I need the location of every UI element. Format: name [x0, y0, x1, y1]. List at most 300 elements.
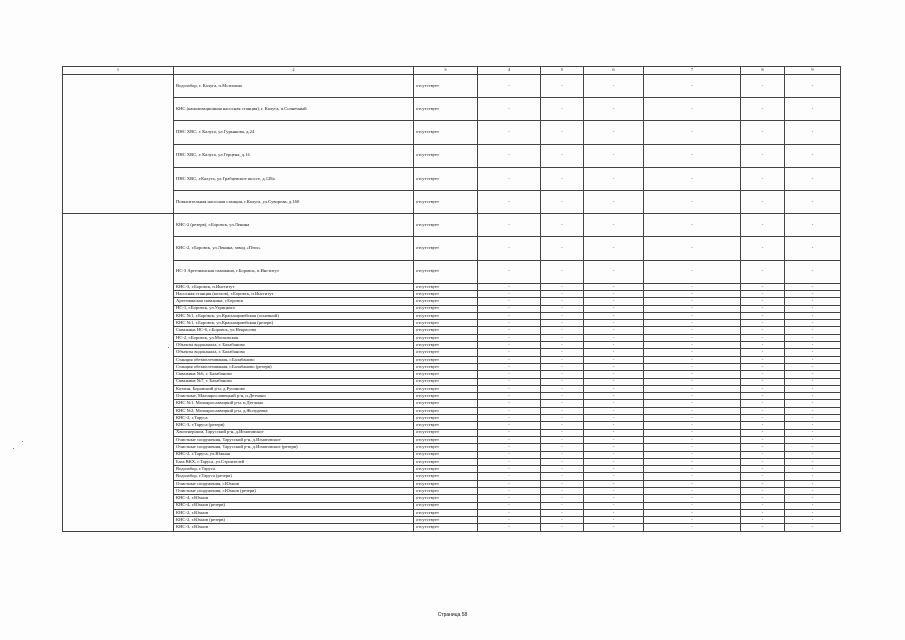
object-name-cell: КНС-2, г.Боровск, ул.Ленина, завод «Птох»: [174, 237, 414, 260]
value-cell: -: [478, 509, 541, 516]
value-cell: -: [785, 356, 841, 363]
column-header: 1: [63, 67, 174, 75]
value-cell: -: [741, 444, 785, 451]
value-cell: -: [478, 488, 541, 495]
value-cell: -: [584, 121, 644, 144]
value-cell: -: [785, 509, 841, 516]
value-cell: -: [584, 400, 644, 407]
status-cell: отсутствует: [414, 517, 478, 524]
value-cell: -: [478, 290, 541, 297]
value-cell: -: [584, 260, 644, 283]
status-cell: отсутствует: [414, 237, 478, 260]
table-body: [63, 75, 841, 532]
table-row: [63, 466, 841, 473]
value-cell: -: [741, 422, 785, 429]
value-cell: -: [644, 363, 741, 370]
table-row: [63, 488, 841, 495]
value-cell: -: [478, 356, 541, 363]
table-row: [63, 356, 841, 363]
table-row: [63, 415, 841, 422]
table-row: [63, 400, 841, 407]
value-cell: -: [478, 466, 541, 473]
table-row: [63, 436, 841, 443]
value-cell: -: [541, 75, 584, 98]
table-row: [63, 495, 841, 502]
value-cell: -: [478, 436, 541, 443]
value-cell: -: [741, 400, 785, 407]
value-cell: -: [478, 167, 541, 190]
table-row: [63, 407, 841, 414]
value-cell: -: [644, 422, 741, 429]
value-cell: -: [584, 327, 644, 334]
value-cell: -: [478, 121, 541, 144]
status-cell: отсутствует: [414, 320, 478, 327]
value-cell: -: [741, 480, 785, 487]
value-cell: -: [478, 444, 541, 451]
value-cell: -: [541, 98, 584, 121]
value-cell: -: [478, 327, 541, 334]
value-cell: -: [541, 436, 584, 443]
value-cell: -: [644, 466, 741, 473]
value-cell: -: [644, 290, 741, 297]
status-cell: отсутствует: [414, 473, 478, 480]
value-cell: -: [741, 121, 785, 144]
value-cell: -: [741, 363, 785, 370]
value-cell: -: [785, 342, 841, 349]
value-cell: -: [785, 385, 841, 392]
status-cell: отсутствует: [414, 334, 478, 341]
object-name-cell: КНС (канализационная насосная станция), г. Калуга, п.Солнечный: [174, 98, 414, 121]
status-cell: отсутствует: [414, 415, 478, 422]
object-name-cell: Хвоэгнершом, Тарусский р-н, д.Игнатовское: [174, 429, 414, 436]
object-name-cell: База ВКХ, г.Таруса, ул.Строителей: [174, 458, 414, 465]
value-cell: -: [478, 393, 541, 400]
status-cell: отсутствует: [414, 283, 478, 290]
column-header: 9: [785, 67, 841, 75]
table-row: [63, 385, 841, 392]
object-name-cell: КНС-4, г.Юхнов: [174, 495, 414, 502]
value-cell: -: [644, 237, 741, 260]
value-cell: -: [785, 524, 841, 531]
object-name-cell: Объекты водоканала, г. Балабаново: [174, 342, 414, 349]
status-cell: отсутствует: [414, 75, 478, 98]
table-row: [63, 429, 841, 436]
value-cell: -: [478, 190, 541, 213]
status-cell: отсутствует: [414, 305, 478, 312]
value-cell: -: [741, 458, 785, 465]
value-cell: -: [541, 480, 584, 487]
object-name-cell: КНС-2 (резерв), г.Боровск, ул.Ленина: [174, 214, 414, 237]
value-cell: -: [741, 290, 785, 297]
value-cell: -: [644, 75, 741, 98]
value-cell: -: [785, 473, 841, 480]
page-number: Страница 58: [437, 612, 468, 618]
status-cell: отсутствует: [414, 488, 478, 495]
value-cell: -: [785, 378, 841, 385]
value-cell: -: [584, 385, 644, 392]
table-row: [63, 283, 841, 290]
value-cell: -: [478, 473, 541, 480]
value-cell: -: [541, 342, 584, 349]
value-cell: -: [584, 495, 644, 502]
value-cell: -: [785, 436, 841, 443]
value-cell: -: [541, 312, 584, 319]
value-cell: -: [644, 334, 741, 341]
value-cell: -: [541, 509, 584, 516]
object-name-cell: Скважина №7, г. Балабаново: [174, 378, 414, 385]
column-header: 5: [541, 67, 584, 75]
table-row: [63, 502, 841, 509]
value-cell: -: [478, 237, 541, 260]
value-cell: -: [541, 502, 584, 509]
value-cell: -: [584, 415, 644, 422]
value-cell: -: [584, 283, 644, 290]
value-cell: -: [584, 214, 644, 237]
value-cell: -: [478, 75, 541, 98]
value-cell: -: [785, 415, 841, 422]
table-row: [63, 260, 841, 283]
value-cell: -: [785, 451, 841, 458]
value-cell: -: [741, 429, 785, 436]
value-cell: -: [541, 363, 584, 370]
status-cell: отсутствует: [414, 371, 478, 378]
table-row: [63, 121, 841, 144]
value-cell: -: [584, 312, 644, 319]
value-cell: -: [741, 451, 785, 458]
value-cell: -: [584, 407, 644, 414]
object-name-cell: КНС-3, г.Юхнов: [174, 524, 414, 531]
value-cell: -: [478, 214, 541, 237]
value-cell: -: [584, 320, 644, 327]
table-row: [63, 393, 841, 400]
scan-speck: [13, 448, 14, 449]
value-cell: -: [584, 422, 644, 429]
value-cell: -: [644, 214, 741, 237]
data-table: [62, 66, 841, 532]
status-cell: отсутствует: [414, 436, 478, 443]
value-cell: -: [644, 144, 741, 167]
value-cell: -: [644, 400, 741, 407]
value-cell: -: [478, 260, 541, 283]
value-cell: -: [785, 466, 841, 473]
value-cell: -: [584, 305, 644, 312]
value-cell: -: [584, 451, 644, 458]
value-cell: -: [644, 488, 741, 495]
value-cell: -: [785, 334, 841, 341]
value-cell: -: [541, 429, 584, 436]
status-cell: отсутствует: [414, 356, 478, 363]
table-row: [63, 237, 841, 260]
value-cell: -: [741, 378, 785, 385]
value-cell: -: [584, 378, 644, 385]
table-row: [63, 342, 841, 349]
group-cell: [63, 214, 174, 532]
value-cell: -: [741, 393, 785, 400]
value-cell: -: [785, 363, 841, 370]
object-name-cell: Скважина №6, г. Балабаново: [174, 371, 414, 378]
value-cell: -: [741, 305, 785, 312]
value-cell: -: [478, 502, 541, 509]
table-row: [63, 480, 841, 487]
object-name-cell: ПНС ХВС, г. Калуга, ул.Герцена, д.14: [174, 144, 414, 167]
value-cell: -: [584, 517, 644, 524]
value-cell: -: [741, 283, 785, 290]
value-cell: -: [785, 305, 841, 312]
value-cell: -: [541, 371, 584, 378]
value-cell: -: [785, 75, 841, 98]
status-cell: отсутствует: [414, 298, 478, 305]
value-cell: -: [541, 407, 584, 414]
column-header: 7: [644, 67, 741, 75]
value-cell: -: [584, 429, 644, 436]
value-cell: -: [644, 378, 741, 385]
status-cell: отсутствует: [414, 121, 478, 144]
value-cell: -: [741, 524, 785, 531]
value-cell: -: [644, 371, 741, 378]
value-cell: -: [541, 488, 584, 495]
table-row: [63, 290, 841, 297]
table-row: [63, 298, 841, 305]
value-cell: -: [741, 436, 785, 443]
status-cell: отсутствует: [414, 260, 478, 283]
table-row: [63, 305, 841, 312]
value-cell: -: [785, 298, 841, 305]
object-name-cell: Станция обезжелезивания, г.Балабаново: [174, 356, 414, 363]
value-cell: -: [741, 495, 785, 502]
status-cell: отсутствует: [414, 509, 478, 516]
value-cell: -: [478, 517, 541, 524]
value-cell: -: [741, 98, 785, 121]
value-cell: -: [785, 290, 841, 297]
status-cell: отсутствует: [414, 393, 478, 400]
object-name-cell: КНС-2, г.Юхнов (резерв): [174, 517, 414, 524]
value-cell: -: [785, 371, 841, 378]
value-cell: -: [478, 407, 541, 414]
value-cell: -: [644, 260, 741, 283]
value-cell: -: [741, 466, 785, 473]
status-cell: отсутствует: [414, 363, 478, 370]
value-cell: -: [478, 415, 541, 422]
value-cell: -: [478, 305, 541, 312]
value-cell: -: [541, 305, 584, 312]
status-cell: отсутствует: [414, 327, 478, 334]
value-cell: -: [584, 473, 644, 480]
value-cell: -: [478, 480, 541, 487]
value-cell: -: [541, 415, 584, 422]
value-cell: -: [741, 190, 785, 213]
table-row: [63, 371, 841, 378]
table-row: [63, 444, 841, 451]
value-cell: -: [584, 371, 644, 378]
value-cell: -: [478, 524, 541, 531]
value-cell: -: [741, 214, 785, 237]
value-cell: -: [644, 415, 741, 422]
object-name-cell: Очистные, Малоярославецкий р-н, п.Детчино: [174, 393, 414, 400]
table-row: [63, 320, 841, 327]
value-cell: -: [541, 466, 584, 473]
value-cell: -: [785, 407, 841, 414]
status-cell: отсутствует: [414, 502, 478, 509]
object-name-cell: Повысительная насосная станция, г.Калуга, ул.Суворова, д.160: [174, 190, 414, 213]
table-row: [63, 458, 841, 465]
table-row: [63, 312, 841, 319]
value-cell: -: [584, 144, 644, 167]
status-cell: отсутствует: [414, 214, 478, 237]
group-cell: [63, 75, 174, 214]
status-cell: отсутствует: [414, 190, 478, 213]
value-cell: -: [644, 524, 741, 531]
value-cell: -: [478, 378, 541, 385]
value-cell: -: [584, 444, 644, 451]
value-cell: -: [741, 312, 785, 319]
table-row: [63, 75, 841, 98]
table-row: [63, 144, 841, 167]
status-cell: отсутствует: [414, 400, 478, 407]
value-cell: -: [741, 517, 785, 524]
object-name-cell: КНС-2, г.Таруса, ул.Южная: [174, 451, 414, 458]
value-cell: -: [741, 298, 785, 305]
value-cell: -: [541, 190, 584, 213]
value-cell: -: [478, 298, 541, 305]
column-header: 4: [478, 67, 541, 75]
value-cell: -: [644, 283, 741, 290]
object-name-cell: ПНС ХВС, г. Калуга, ул.Гурьянова, д.24: [174, 121, 414, 144]
object-name-cell: Объекты водоканала, г. Балабаново: [174, 349, 414, 356]
value-cell: -: [785, 400, 841, 407]
value-cell: -: [741, 144, 785, 167]
table-row: [63, 327, 841, 334]
status-cell: отсутствует: [414, 385, 478, 392]
table-row: [63, 363, 841, 370]
status-cell: отсутствует: [414, 451, 478, 458]
value-cell: -: [541, 167, 584, 190]
value-cell: -: [478, 342, 541, 349]
value-cell: -: [478, 144, 541, 167]
object-name-cell: Котлин, Боровский р-н, д.Русиново: [174, 385, 414, 392]
value-cell: -: [541, 393, 584, 400]
value-cell: -: [584, 436, 644, 443]
value-cell: -: [478, 283, 541, 290]
table-row: [63, 214, 841, 237]
header-row: [63, 67, 841, 75]
value-cell: -: [644, 320, 741, 327]
value-cell: -: [644, 98, 741, 121]
value-cell: -: [644, 436, 741, 443]
table-row: [63, 524, 841, 531]
value-cell: -: [741, 488, 785, 495]
status-cell: отсутствует: [414, 480, 478, 487]
value-cell: -: [741, 473, 785, 480]
value-cell: -: [785, 480, 841, 487]
table-row: [63, 378, 841, 385]
table-row: [63, 473, 841, 480]
value-cell: -: [785, 237, 841, 260]
value-cell: -: [644, 305, 741, 312]
value-cell: -: [478, 320, 541, 327]
column-header: 3: [414, 67, 478, 75]
value-cell: -: [541, 458, 584, 465]
table-row: [63, 451, 841, 458]
value-cell: -: [785, 98, 841, 121]
value-cell: -: [644, 349, 741, 356]
value-cell: -: [785, 488, 841, 495]
value-cell: -: [584, 237, 644, 260]
value-cell: -: [741, 320, 785, 327]
value-cell: -: [644, 473, 741, 480]
value-cell: -: [584, 75, 644, 98]
value-cell: -: [541, 385, 584, 392]
object-name-cell: КНС-3, г.Боровск, п.Институт: [174, 283, 414, 290]
value-cell: -: [785, 422, 841, 429]
status-cell: отсутствует: [414, 444, 478, 451]
value-cell: -: [785, 190, 841, 213]
value-cell: -: [541, 400, 584, 407]
value-cell: -: [584, 190, 644, 213]
value-cell: -: [541, 327, 584, 334]
status-cell: отсутствует: [414, 466, 478, 473]
value-cell: -: [584, 98, 644, 121]
value-cell: -: [785, 429, 841, 436]
value-cell: -: [785, 502, 841, 509]
status-cell: отсутствует: [414, 429, 478, 436]
value-cell: -: [741, 342, 785, 349]
value-cell: -: [584, 458, 644, 465]
value-cell: -: [644, 298, 741, 305]
value-cell: -: [644, 167, 741, 190]
status-cell: отсутствует: [414, 98, 478, 121]
table-row: [63, 167, 841, 190]
value-cell: -: [741, 415, 785, 422]
value-cell: -: [584, 290, 644, 297]
value-cell: -: [644, 385, 741, 392]
value-cell: -: [478, 451, 541, 458]
value-cell: -: [541, 334, 584, 341]
object-name-cell: КНС-2, г.Таруса: [174, 415, 414, 422]
value-cell: -: [541, 214, 584, 237]
column-header: 6: [584, 67, 644, 75]
value-cell: -: [541, 495, 584, 502]
value-cell: -: [785, 517, 841, 524]
value-cell: -: [741, 407, 785, 414]
value-cell: -: [478, 400, 541, 407]
value-cell: -: [741, 385, 785, 392]
value-cell: -: [644, 393, 741, 400]
table-row: [63, 334, 841, 341]
value-cell: -: [478, 371, 541, 378]
value-cell: -: [584, 488, 644, 495]
table-row: [63, 517, 841, 524]
value-cell: -: [541, 473, 584, 480]
table-row: [63, 98, 841, 121]
column-header: 2: [174, 67, 414, 75]
status-cell: отсутствует: [414, 422, 478, 429]
value-cell: -: [541, 444, 584, 451]
value-cell: -: [584, 349, 644, 356]
value-cell: -: [584, 524, 644, 531]
status-cell: отсутствует: [414, 167, 478, 190]
value-cell: -: [541, 517, 584, 524]
value-cell: -: [785, 349, 841, 356]
object-name-cell: КНС №1, г.Боровск, ул.Красноармейская (основной): [174, 312, 414, 319]
value-cell: -: [584, 356, 644, 363]
value-cell: -: [741, 349, 785, 356]
value-cell: -: [478, 349, 541, 356]
value-cell: -: [741, 334, 785, 341]
value-cell: -: [741, 356, 785, 363]
object-name-cell: КНС №1, Малоярославецкий р-н, п.Детчино: [174, 400, 414, 407]
value-cell: -: [644, 312, 741, 319]
value-cell: -: [644, 327, 741, 334]
